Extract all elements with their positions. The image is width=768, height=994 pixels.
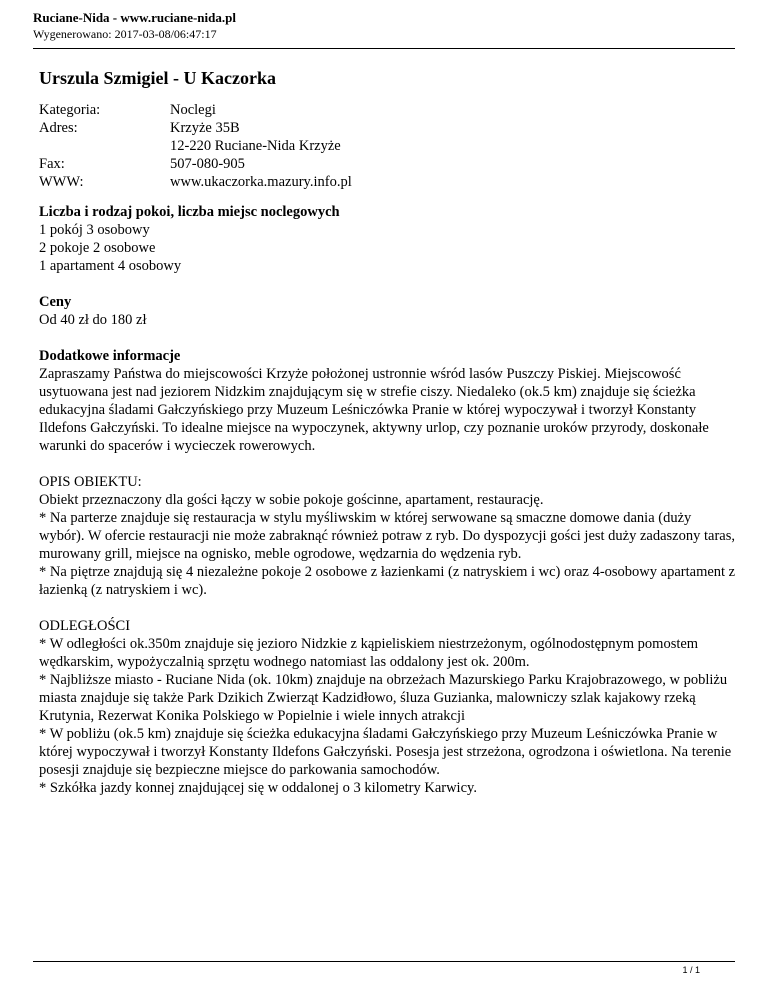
- rooms-item: 1 pokój 3 osobowy: [39, 222, 150, 238]
- address-row: [39, 119, 739, 155]
- category-row: [39, 101, 739, 119]
- distances: [39, 617, 739, 797]
- rooms-heading: Liczba i rodzaj pokoi, liczba miejsc noclegowych: [39, 204, 340, 220]
- www-label: WWW:: [39, 174, 84, 190]
- generated-timestamp: Wygenerowano: 2017-03-08/06:47:17: [33, 27, 217, 41]
- prices-heading: Ceny: [39, 294, 72, 310]
- distance-paragraph: * Najbliższe miasto - Ruciane Nida (ok. 10km) znajduje na obrzeżach Mazurskiego Parku Krajobrazowego, w pobliżu miasta znajduje się także Park Dzikich Zwierząt Kadzidłowo, śluza Guzianka, malowniczy szlak kajakowy rzeką Krutynia, Rezerwat Konika Polskiego w Popielnie i wiele innych atrakcji: [39, 672, 728, 724]
- rooms-section: [39, 203, 739, 275]
- address-street: Krzyże 35B: [170, 120, 240, 136]
- description-paragraph: * Na piętrze znajdują się 4 niezależne pokoje 2 osobowe z łazienkami (z natryskiem i wc) oraz 4-osobowy apartament z łazienką (z natryskiem i wc).: [39, 564, 736, 598]
- site-header-title: Ruciane-Nida - www.ruciane-nida.pl: [33, 10, 236, 25]
- extra-info-heading: Dodatkowe informacje: [39, 348, 181, 364]
- object-description: [39, 473, 739, 599]
- intro-paragraph: Zapraszamy Państwa do miejscowości Krzyże położonej ustronnie wśród lasów Puszczy Piskiej. Miejscowość usytuowana jest nad jeziorem Nidzkim znajdującym się w strefie ciszy. Niedaleko (ok.5 km) znajduje się ścieżka edukacyjna śladami Gałczyńskiego przy Muzeum Leśniczówka Pranie w której wypoczywał i tworzył Konstanty Ildefons Gałczyński. To idealne miejsce na wypoczynek, aktywny urlop, czy poznanie uroków przyrody, doskonałe warunki do spacerów i wycieczek rowerowych.: [39, 366, 709, 454]
- category-label: Kategoria:: [39, 102, 101, 118]
- description-paragraph: * Na parterze znajduje się restauracja w stylu myśliwskim w której serwowane są smaczne domowe dania (duży wybór). W ofercie restauracji nie może zabraknąć również potraw z ryb. Do dyspozycji gości jest duży zadaszony taras, murowany grill, miejsce na ognisko, meble ogrodowe, wędzarnia do wędzenia ryb.: [39, 510, 735, 562]
- listing-details: [39, 101, 739, 191]
- category-value: Noclegi: [170, 102, 216, 118]
- page-title: Urszula Szmigiel - U Kaczorka: [39, 68, 276, 88]
- www-link[interactable]: www.ukaczorka.mazury.info.pl: [170, 174, 352, 190]
- prices-section: [39, 293, 739, 329]
- object-description-heading: OPIS OBIEKTU:: [39, 474, 142, 490]
- extra-info-section: [39, 347, 739, 797]
- description-paragraph: Obiekt przeznaczony dla gości łączy w sobie pokoje gościnne, apartament, restaurację.: [39, 492, 544, 508]
- distance-paragraph: * W pobliżu (ok.5 km) znajduje się ścieżka edukacyjna śladami Gałczyńskiego przy Muzeum Leśniczówka Pranie w której wypoczywał i tworzył Konstanty Ildefons Gałczyński. Posesja jest strzeżona, ogrodzona i oświetlona. Na terenie posesji znajduje się bezpieczne miejsce do parkowania samochodów.: [39, 726, 732, 778]
- header-divider: [33, 48, 735, 49]
- distance-paragraph: * W odległości ok.350m znajduje się jezioro Nidzkie z kąpieliskiem niestrzeżonym, ogólnodostępnym pomostem wędkarskim, wypożyczalnią sprzętu wodnego natomiast las oddalony jest ok. 200m.: [39, 636, 699, 670]
- fax-label: Fax:: [39, 156, 65, 172]
- fax-row: [39, 155, 739, 173]
- footer-divider: [33, 961, 735, 962]
- distances-heading: ODLEGŁOŚCI: [39, 618, 131, 634]
- address-label: Adres:: [39, 120, 78, 136]
- www-row: [39, 173, 739, 191]
- fax-value: 507-080-905: [170, 156, 245, 172]
- rooms-item: 1 apartament 4 osobowy: [39, 258, 182, 274]
- address-city: 12-220 Ruciane-Nida Krzyże: [170, 138, 341, 154]
- document-body: [39, 64, 739, 797]
- distance-paragraph: * Szkółka jazdy konnej znajdującej się w oddalonej o 3 kilometry Karwicy.: [39, 780, 477, 796]
- page-number: 1 / 1: [682, 965, 700, 975]
- rooms-item: 2 pokoje 2 osobowe: [39, 240, 156, 256]
- prices-value: Od 40 zł do 180 zł: [39, 312, 147, 328]
- address-value: [170, 119, 739, 155]
